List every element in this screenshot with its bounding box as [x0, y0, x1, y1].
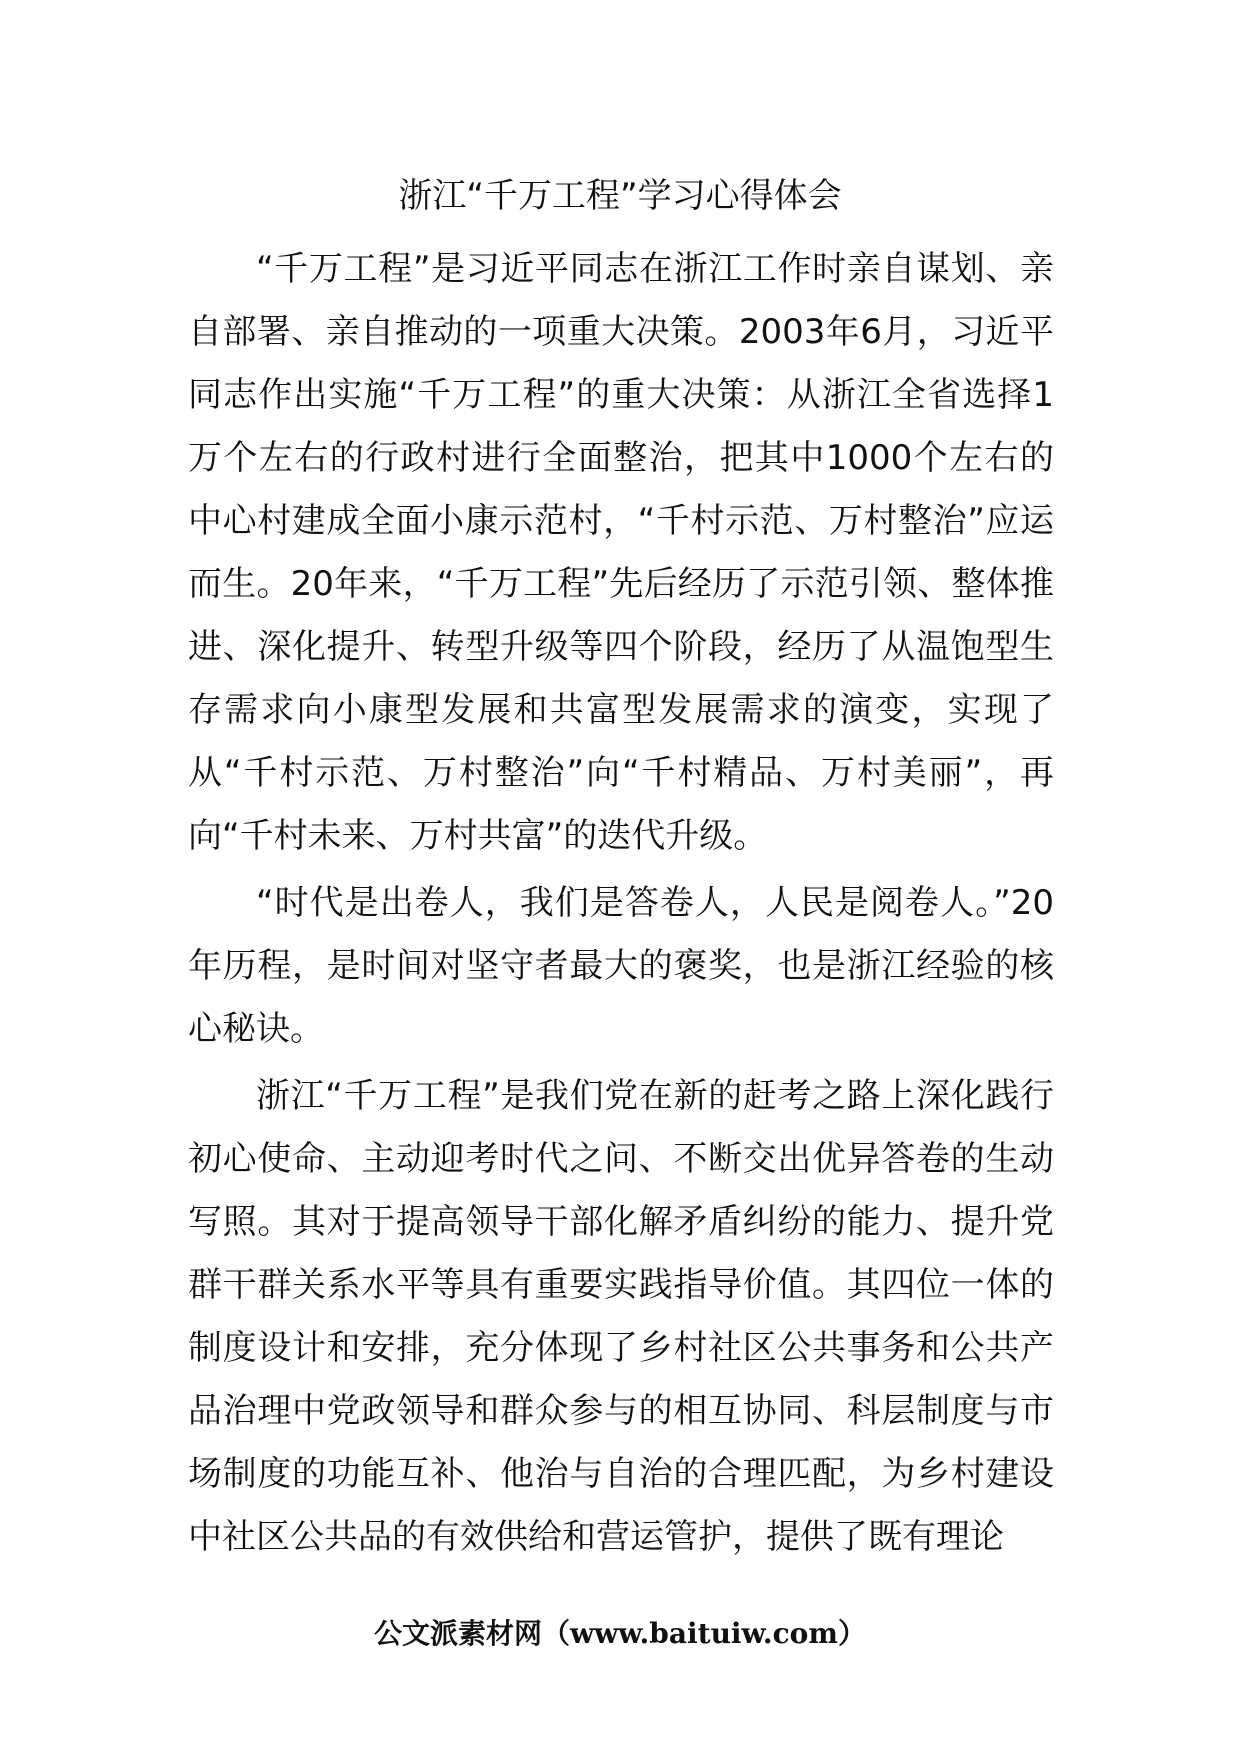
paragraph-3: 浙江“千万工程”是我们党在新的赶考之路上深化践行初心使命、主动迎考时代之问、不断交出优异答卷的生动写照。其对于提高领导干部化解矛盾纠纷的能力、提升党群干群关系水平等具有重要实践指导价值。其四位一体的制度设计和安排，充分体现了乡村社区公共事务和公共产品治理中党政领导和群众参与的相互协同、科层制度与市场制度的功能互补、他治与自治的合理匹配，为乡村建设中社区公共品的有效供给和营运管护，提供了既有理论: [188, 1076, 1054, 1557]
document-title: 浙江“千万工程”学习心得体会: [398, 176, 842, 216]
footer-watermark: 公文派素材网（www.baituiw.com）: [374, 1617, 866, 1650]
document-body: [188, 238, 1054, 1573]
paragraph-2: “时代是出卷人，我们是答卷人，人民是阅卷人。”20年历程，是时间对坚守者最大的褒奖，也是浙江经验的核心秘诀。: [188, 883, 1054, 1049]
paragraph-1: “千万工程”是习近平同志在浙江工作时亲自谋划、亲自部署、亲自推动的一项重大决策。2003年6月，习近平同志作出实施“千万工程”的重大决策：从浙江全省选择1万个左右的行政村进行全面整治，把其中1000个左右的中心村建成全面小康示范村，“千村示范、万村整治”应运而生。20年来，“千万工程”先后经历了示范引领、整体推进、深化提升、转型升级等四个阶段，经历了从温饱型生存需求向小康型发展和共富型发展需求的演变，实现了从“千村示范、万村整治”向“千村精品、万村美丽”，再向“千村未来、万村共富”的迭代升级。: [188, 249, 1054, 856]
